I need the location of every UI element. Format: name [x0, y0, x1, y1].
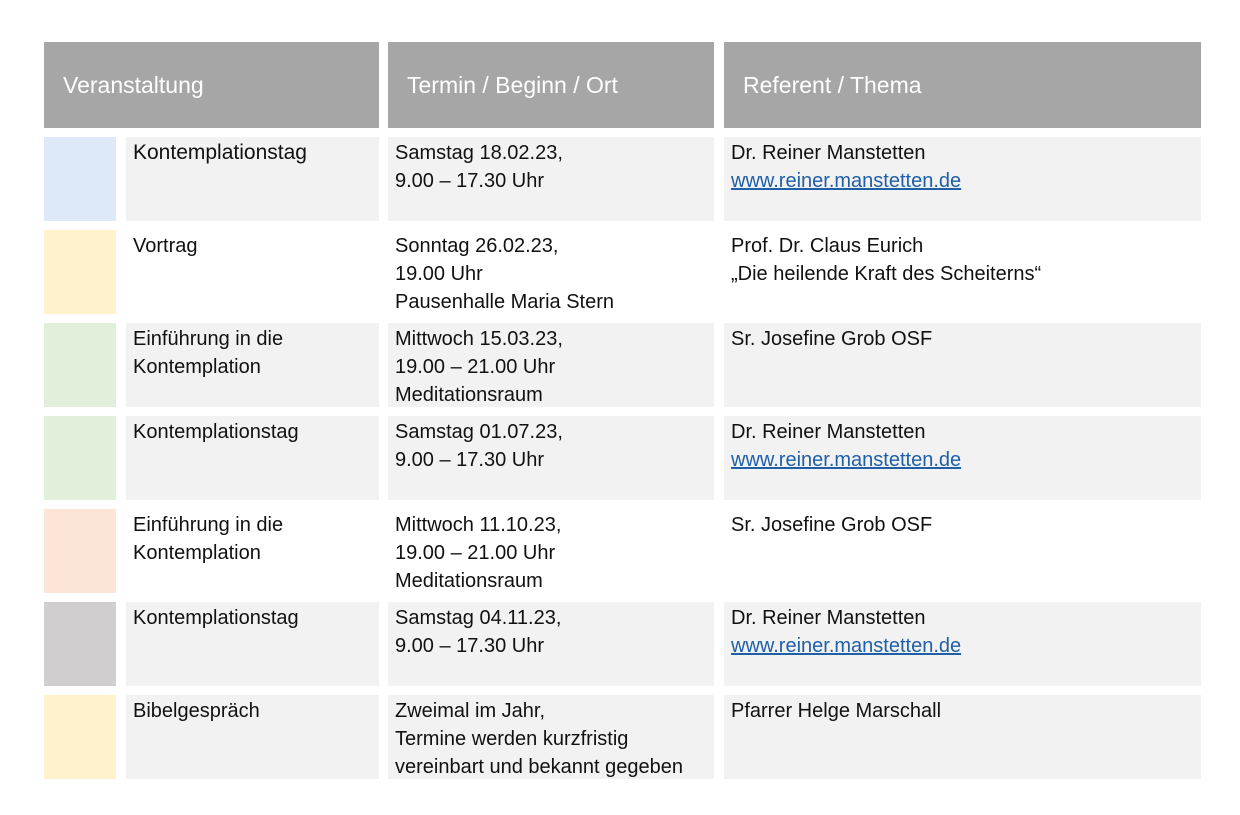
speaker-website-link[interactable]: www.reiner.manstetten.de [731, 635, 962, 657]
event-name: Kontemplation [133, 542, 261, 564]
event-cell [126, 416, 379, 500]
speaker-cell [724, 137, 1201, 221]
date-cell [388, 695, 714, 779]
date-cell [388, 602, 714, 686]
event-cell [126, 602, 379, 686]
speaker-name: Dr. Reiner Manstetten [731, 607, 926, 629]
event-name: Vortrag [133, 235, 198, 257]
speaker-name: Prof. Dr. Claus Eurich [731, 235, 924, 257]
speaker-name: Pfarrer Helge Marschall [731, 700, 942, 722]
header-veranstaltung [44, 42, 379, 128]
date-line: 19.00 – 21.00 Uhr [395, 356, 556, 378]
speaker-name: Sr. Josefine Grob OSF [731, 514, 933, 536]
speaker-name: Dr. Reiner Manstetten [731, 421, 926, 443]
header-label: Referent / Thema [743, 71, 922, 98]
event-name: Kontemplationstag [133, 141, 307, 164]
date-cell [388, 230, 714, 314]
date-line: Mittwoch 11.10.23, [395, 514, 562, 536]
event-name: Kontemplationstag [133, 607, 299, 629]
date-line: Meditationsraum [395, 384, 543, 406]
speaker-cell [724, 695, 1201, 779]
date-line: Mittwoch 15.03.23, [395, 328, 563, 350]
date-line: Termine werden kurzfristig [395, 728, 629, 750]
date-line: Samstag 01.07.23, [395, 421, 563, 443]
speaker-cell [724, 416, 1201, 500]
row-color-swatch [44, 509, 116, 593]
speaker-cell [724, 602, 1201, 686]
event-cell [126, 695, 379, 779]
date-line: vereinbart und bekannt gegeben [395, 756, 684, 778]
speaker-cell [724, 323, 1201, 407]
date-cell [388, 509, 714, 593]
event-cell [126, 509, 379, 593]
date-line: Meditationsraum [395, 570, 543, 592]
date-line: 19.00 – 21.00 Uhr [395, 542, 556, 564]
date-line: Samstag 18.02.23, [395, 142, 563, 164]
event-name: Kontemplationstag [133, 421, 299, 443]
row-color-swatch [44, 230, 116, 314]
date-line: Sonntag 26.02.23, [395, 235, 559, 257]
speaker-cell [724, 509, 1201, 593]
date-cell [388, 416, 714, 500]
date-cell [388, 323, 714, 407]
row-color-swatch [44, 602, 116, 686]
header-referent [724, 42, 1201, 128]
header-label: Veranstaltung [63, 71, 204, 98]
event-name: Bibelgespräch [133, 700, 260, 722]
speaker-website-link[interactable]: www.reiner.manstetten.de [731, 170, 962, 192]
row-color-swatch [44, 323, 116, 407]
event-cell [126, 230, 379, 314]
date-line: 9.00 – 17.30 Uhr [395, 170, 544, 192]
event-name: Einführung in die [133, 514, 284, 536]
row-color-swatch [44, 416, 116, 500]
date-line: Pausenhalle Maria Stern [395, 291, 615, 313]
date-line: Zweimal im Jahr, [395, 700, 546, 722]
header-termin [388, 42, 714, 128]
event-name: Kontemplation [133, 356, 261, 378]
date-line: Samstag 04.11.23, [395, 607, 562, 629]
date-line: 9.00 – 17.30 Uhr [395, 449, 544, 471]
speaker-website-link[interactable]: www.reiner.manstetten.de [731, 449, 962, 471]
header-label: Termin / Beginn / Ort [407, 71, 618, 98]
event-cell [126, 137, 379, 221]
talk-topic: „Die heilende Kraft des Scheiterns“ [731, 263, 1042, 285]
event-name: Einführung in die [133, 328, 284, 350]
speaker-name: Dr. Reiner Manstetten [731, 142, 926, 164]
event-cell [126, 323, 379, 407]
speaker-cell [724, 230, 1201, 314]
row-color-swatch [44, 695, 116, 779]
date-cell [388, 137, 714, 221]
speaker-name: Sr. Josefine Grob OSF [731, 328, 933, 350]
row-color-swatch [44, 137, 116, 221]
date-line: 19.00 Uhr [395, 263, 483, 285]
date-line: 9.00 – 17.30 Uhr [395, 635, 544, 657]
